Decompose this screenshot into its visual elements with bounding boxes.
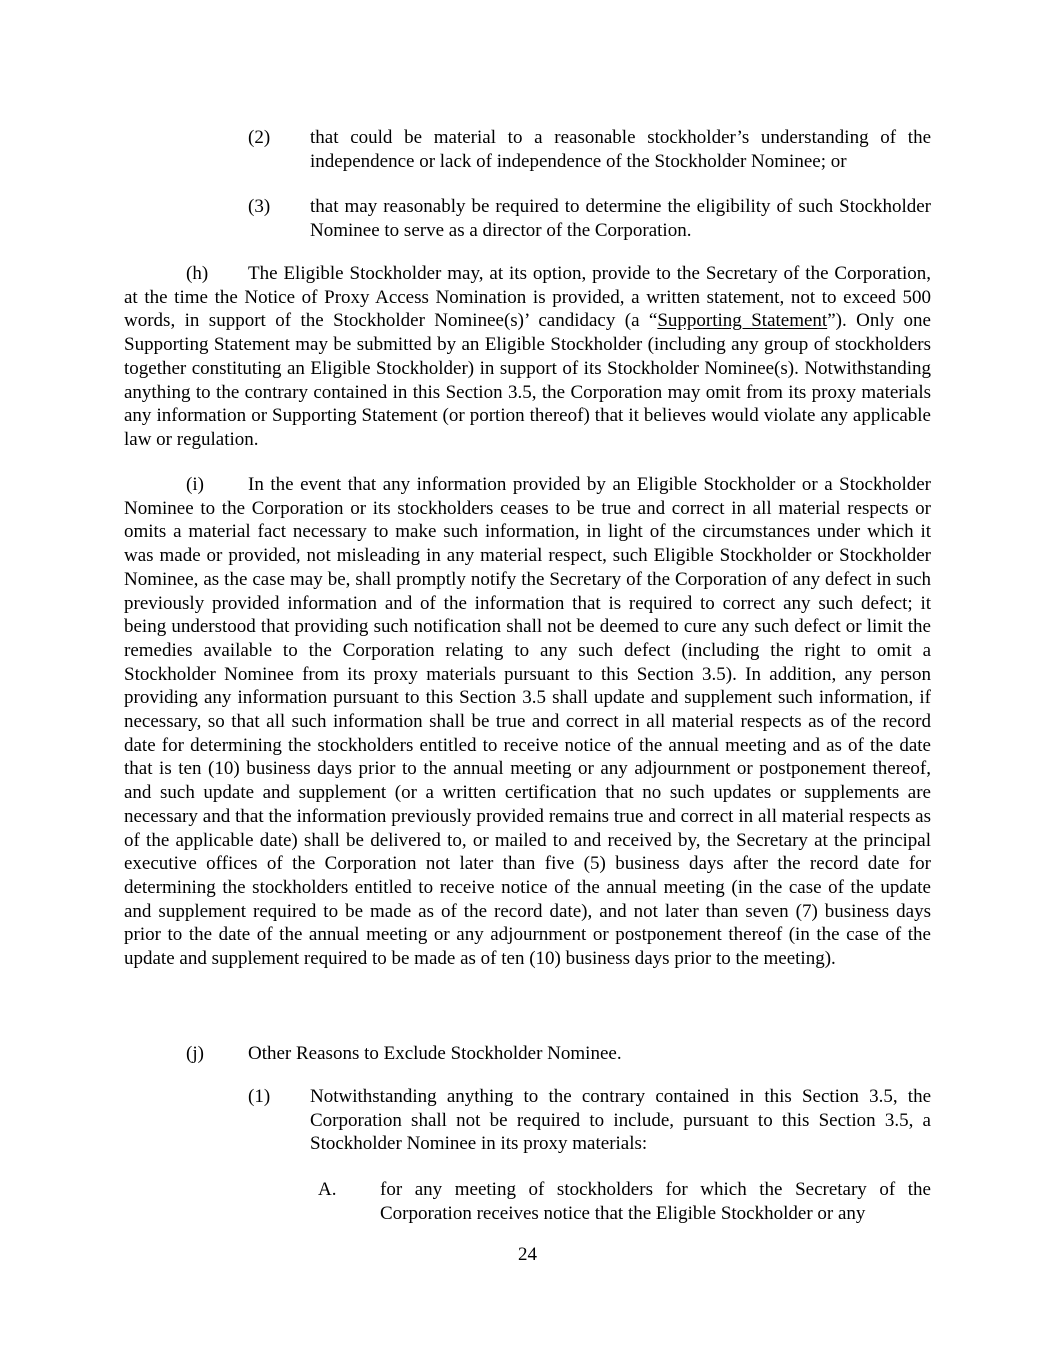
clause-text: that may reasonably be required to determine the eligibility of such Stockholder Nominee to serve as a director of the Corporation. — [310, 196, 931, 241]
clause-number: (1) — [248, 1086, 271, 1107]
paragraph-label: (j) — [186, 1043, 204, 1064]
paragraph-text: The Eligible Stockholder may, at its option, provide to the Secretary of the Corporation, at the time the Notice of Proxy Access Nomination is provided, a written statement, not to exceed 500 words, in support of the Stockholder Nominee(s)’ candidacy (a “ — [124, 263, 931, 332]
clause-number: (3) — [248, 196, 271, 217]
clause-2 — [248, 126, 931, 173]
paragraph-h — [124, 262, 931, 452]
paragraph-label: (h) — [186, 263, 209, 284]
paragraph-label: (i) — [186, 474, 204, 495]
clause-text: Notwithstanding anything to the contrary contained in this Section 3.5, the Corporation shall not be required to include, pursuant to this Section 3.5, a Stockholder Nominee in its proxy materials: — [310, 1086, 931, 1155]
clause-j-1 — [248, 1085, 931, 1156]
paragraph-j — [186, 1042, 931, 1066]
paragraph-text-cont: ”). Only one Supporting Statement may be submitted by an Eligible Stockholder (including any group of stockholders together constituting an Eligible Stockholder) in support of its Stockholder Nominee(s). Notwithstanding anything to the contrary contained in this Section 3.5, the Corporation may omit from its proxy materials any information or Supporting Statement (or portion thereof) that it believes would violate any applicable law or regulation. — [124, 310, 931, 450]
clause-3 — [248, 195, 931, 242]
clause-j-A — [318, 1178, 931, 1225]
paragraph-text: In the event that any information provided by an Eligible Stockholder or a Stockholder Nominee to the Corporation or its stockholders ceases to be true and correct in all material respects or omits a material fact necessary to make such information, in light of the circumstances under which it was made or provided, not misleading in any material respect, such Eligible Stockholder or Stockholder Nominee, as the case may be, shall promptly notify the Secretary of the Corporation of any defect in such previously provided information and of the information that is required to correct any such defect; it being understood that providing such notification shall not be deemed to cure any such defect or limit the remedies available to the Corporation relating to any such defect (including the right to omit a Stockholder Nominee from its proxy materials pursuant to this Section 3.5). In addition, any person providing any information pursuant to this Section 3.5 shall update and supplement such information, if necessary, so that all such information shall be true and correct in all material respects as of the record date for determining the stockholders entitled to receive notice of the annual meeting and as of the date that is ten (10) business days prior to the annual meeting or any adjournment or postponement thereof, and such update and supplement (or a written certification that no such updates or supplements are necessary and that the information previously provided remains true and correct in all material respects as of the applicable date) shall be delivered to, or mailed to and received by, the Secretary at the principal executive offices of the Corporation not later than five (5) business days after the record date for determining the stockholders entitled to receive notice of the annual meeting (in the case of the update and supplement required to be made as of the record date), and not later than seven (7) business days prior to the date of the annual meeting or any adjournment or postponement thereof (in the case of the update and supplement required to be made as of ten (10) business days prior to the meeting). — [124, 474, 931, 970]
defined-term: Supporting Statement — [657, 310, 828, 332]
paragraph-i — [124, 473, 931, 971]
clause-text: that could be material to a reasonable stockholder’s understanding of the independence or lack of independence of the Stockholder Nominee; or — [310, 127, 931, 172]
clause-text: for any meeting of stockholders for which the Secretary of the Corporation receives notice that the Eligible Stockholder or any — [380, 1179, 931, 1224]
page-number: 24 — [518, 1244, 537, 1265]
paragraph-text: Other Reasons to Exclude Stockholder Nominee. — [248, 1043, 622, 1064]
clause-number: (2) — [248, 127, 271, 148]
clause-letter: A. — [318, 1179, 337, 1200]
